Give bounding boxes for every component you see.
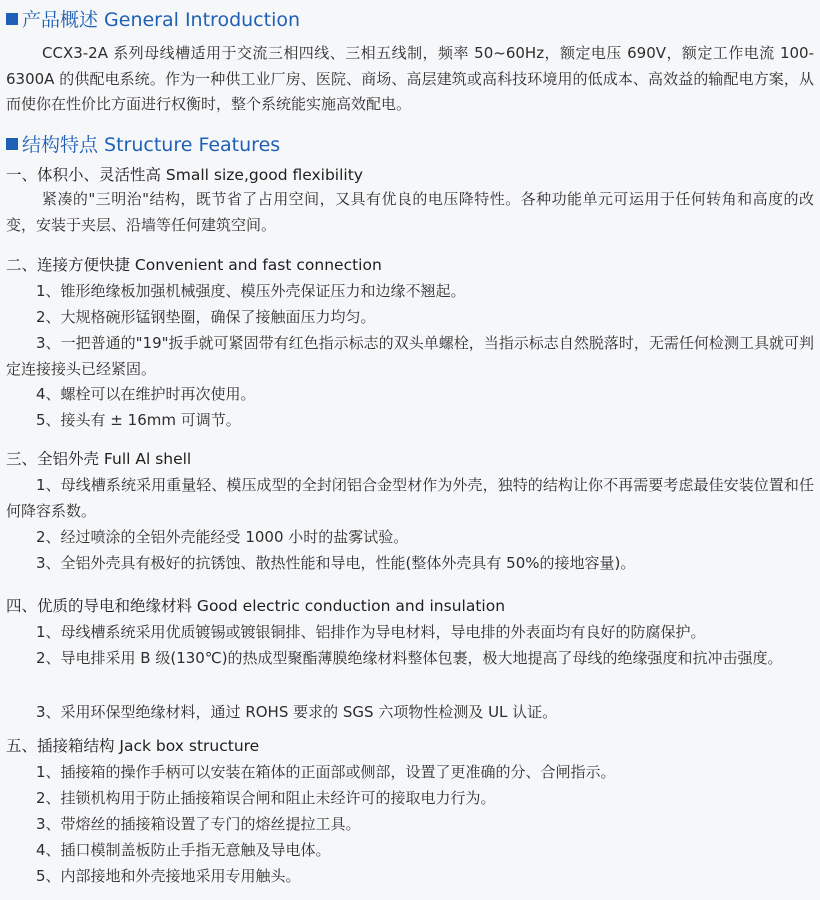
section-item: 2、经过喷涂的全铝外壳能经受 1000 小时的盐雾试验。 — [36, 528, 409, 546]
section-item: 1、母线槽系统采用重量轻、模压成型的全封闭铝合金型材作为外壳，独特的结构让你不再需要考虑最佳安装位置和任何降容系数。 — [6, 476, 814, 520]
section-item: 紧凑的"三明治"结构，既节省了占用空间，又具有优良的电压降特性。各种功能单元可运用于任何转角和高度的改变，安装于夹层、沿墙等任何建筑空间。 — [6, 190, 814, 234]
section-item: 5、内部接地和外壳接地采用专用触头。 — [36, 867, 301, 885]
section-item: 1、插接箱的操作手柄可以安装在箱体的正面部或侧部，设置了更准确的分、合闸指示。 — [36, 763, 616, 781]
section-item: 2、大规格碗形锰钢垫圈，确保了接触面压力均匀。 — [36, 308, 376, 326]
section-item: 1、锥形绝缘板加强机械强度、模压外壳保证压力和边缘不翘起。 — [36, 282, 466, 300]
section-heading: 四、优质的导电和绝缘材料 Good electric conduction and insulation — [6, 597, 506, 615]
section-item: 3、带熔丝的插接箱设置了专门的熔丝提拉工具。 — [36, 815, 361, 833]
section-item: 2、挂锁机构用于防止插接箱误合闸和阻止未经许可的接取电力行为。 — [36, 789, 496, 807]
general-introduction-title: 产品概述 General Introduction — [6, 6, 300, 34]
section-item: 4、插口模制盖板防止手指无意触及导电体。 — [36, 841, 331, 859]
section-item: 3、全铝外壳具有极好的抗锈蚀、散热性能和导电，性能(整体外壳具有 50%的接地容量)。 — [36, 554, 636, 572]
section-item: 4、螺栓可以在维护时再次使用。 — [36, 385, 256, 403]
square-bullet-icon — [6, 13, 18, 25]
section-heading: 五、插接箱结构 Jack box structure — [6, 737, 260, 755]
section-heading: 二、连接方便快捷 Convenient and fast connection — [6, 256, 382, 274]
section-item: 3、一把普通的"19"扳手就可紧固带有红色指示标志的双头单螺栓，当指示标志自然脱落时，无需任何检测工具就可判定连接接头已经紧固。 — [6, 334, 814, 378]
structure-features-title: 结构特点 Structure Features — [6, 131, 280, 159]
section-item: 1、母线槽系统采用优质镀锡或镀银铜排、铝排作为导电材料，导电排的外表面均有良好的防腐保护。 — [36, 623, 706, 641]
section-heading: 一、体积小、灵活性高 Small size,good flexibility — [6, 166, 363, 184]
section-item: 2、导电排采用 B 级(130℃)的热成型聚酯薄膜绝缘材料整体包裹，极大地提高了母线的绝缘强度和抗冲击强度。 — [36, 649, 783, 667]
section-item: 3、采用环保型绝缘材料，通过 ROHS 要求的 SGS 六项物性检测及 UL 认证。 — [36, 703, 558, 721]
general-introduction-text: CCX3-2A 系列母线槽适用于交流三相四线、三相五线制，频率 50~60Hz，额定电压 690V，额定工作电流 100-6300A 的供配电系统。作为一种供工业厂房、医院、商场、高层建筑或高科技环境用的低成本、高效益的输配电方案，从而使你在性价比方面进行权衡时，整个系统能实施高效配电。 — [6, 44, 814, 113]
section-heading: 三、全铝外壳 Full Al shell — [6, 450, 192, 468]
section-item: 5、接头有 ± 16mm 可调节。 — [36, 411, 241, 429]
square-bullet-icon — [6, 138, 18, 150]
